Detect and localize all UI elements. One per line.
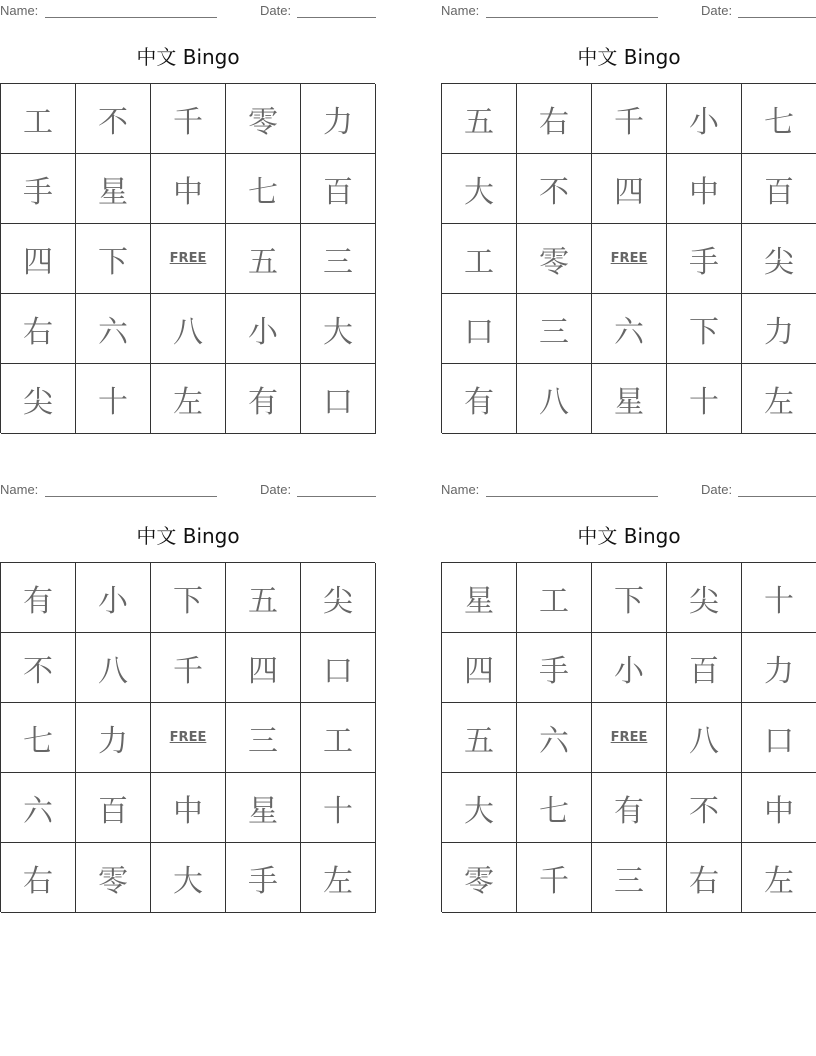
bingo-cell[interactable]: 四 [442, 633, 517, 703]
bingo-cell[interactable]: 手 [1, 154, 76, 224]
bingo-cell[interactable]: 七 [226, 154, 301, 224]
bingo-cell[interactable]: 大 [442, 773, 517, 843]
card-title: 中文 Bingo [136, 524, 240, 548]
bingo-cell[interactable]: 八 [76, 633, 151, 703]
bingo-cell[interactable]: 三 [592, 843, 667, 913]
bingo-cell[interactable]: 力 [742, 633, 816, 703]
bingo-cell[interactable]: 尖 [301, 563, 376, 633]
bingo-cell[interactable]: 左 [742, 843, 816, 913]
bingo-cell[interactable]: 八 [667, 703, 742, 773]
bingo-cell[interactable]: 六 [76, 294, 151, 364]
bingo-cell[interactable]: 十 [667, 364, 742, 434]
bingo-cell[interactable]: 六 [592, 294, 667, 364]
bingo-cell[interactable]: 不 [667, 773, 742, 843]
bingo-cell[interactable]: 七 [1, 703, 76, 773]
bingo-cell[interactable]: 六 [1, 773, 76, 843]
date-label: Date: [701, 3, 733, 18]
bingo-cell[interactable]: 小 [667, 84, 742, 154]
bingo-cell[interactable]: 有 [592, 773, 667, 843]
bingo-card-3 [0, 479, 376, 915]
bingo-cell[interactable]: 百 [667, 633, 742, 703]
bingo-cell[interactable]: 力 [742, 294, 816, 364]
bingo-cell[interactable]: 四 [226, 633, 301, 703]
bingo-cell[interactable]: 右 [1, 843, 76, 913]
bingo-cell[interactable]: 五 [442, 84, 517, 154]
date-field[interactable] [297, 496, 376, 497]
bingo-cell[interactable]: 百 [301, 154, 376, 224]
card-header [441, 0, 816, 22]
bingo-cell[interactable]: 四 [1, 224, 76, 294]
bingo-cell[interactable]: 五 [226, 224, 301, 294]
bingo-card-1 [0, 0, 376, 436]
card-header [0, 0, 376, 22]
bingo-cell[interactable]: 下 [592, 563, 667, 633]
bingo-cell[interactable]: 不 [76, 84, 151, 154]
name-label: Name: [441, 482, 480, 497]
bingo-cell[interactable]: 三 [517, 294, 592, 364]
card-header [0, 479, 376, 501]
bingo-cell[interactable]: 八 [151, 294, 226, 364]
bingo-cell[interactable]: 下 [76, 224, 151, 294]
bingo-cell[interactable]: 有 [226, 364, 301, 434]
bingo-cell[interactable]: 右 [517, 84, 592, 154]
bingo-cell[interactable]: 中 [742, 773, 816, 843]
bingo-cell[interactable]: 手 [517, 633, 592, 703]
date-label: Date: [701, 482, 733, 497]
bingo-cell[interactable]: 十 [76, 364, 151, 434]
bingo-cell[interactable]: 七 [517, 773, 592, 843]
bingo-cell[interactable]: 大 [151, 843, 226, 913]
bingo-cell[interactable]: 口 [301, 364, 376, 434]
bingo-cell[interactable]: 零 [76, 843, 151, 913]
bingo-cell[interactable]: 力 [76, 703, 151, 773]
bingo-cell[interactable]: 力 [301, 84, 376, 154]
bingo-cell[interactable]: 千 [517, 843, 592, 913]
name-field[interactable] [486, 17, 658, 18]
free-space-cell[interactable]: FREE [592, 224, 667, 294]
bingo-cell[interactable]: 工 [301, 703, 376, 773]
bingo-cell[interactable]: 大 [301, 294, 376, 364]
bingo-cell[interactable]: 四 [592, 154, 667, 224]
date-label: Date: [260, 482, 292, 497]
bingo-cell[interactable]: 星 [76, 154, 151, 224]
name-label: Name: [0, 482, 39, 497]
bingo-cell[interactable]: 口 [442, 294, 517, 364]
bingo-cell[interactable]: 尖 [1, 364, 76, 434]
bingo-cell[interactable]: 星 [226, 773, 301, 843]
bingo-cell[interactable]: 左 [151, 364, 226, 434]
bingo-cell[interactable]: 工 [517, 563, 592, 633]
bingo-cell[interactable]: 有 [1, 563, 76, 633]
bingo-cell[interactable]: 左 [742, 364, 816, 434]
bingo-grid [441, 83, 816, 433]
bingo-cell[interactable]: 小 [76, 563, 151, 633]
date-field[interactable] [738, 17, 816, 18]
bingo-cell[interactable]: 小 [226, 294, 301, 364]
bingo-cell[interactable]: 五 [226, 563, 301, 633]
bingo-cell[interactable]: 千 [151, 84, 226, 154]
name-field[interactable] [486, 496, 658, 497]
bingo-cell[interactable]: 手 [667, 224, 742, 294]
name-label: Name: [0, 3, 39, 18]
free-space-cell[interactable]: FREE [151, 703, 226, 773]
bingo-cell[interactable]: 八 [517, 364, 592, 434]
bingo-cell[interactable]: 千 [151, 633, 226, 703]
name-field[interactable] [45, 17, 217, 18]
bingo-cell[interactable]: 不 [517, 154, 592, 224]
bingo-cell[interactable]: 左 [301, 843, 376, 913]
bingo-cell[interactable]: 千 [592, 84, 667, 154]
bingo-cell[interactable]: 有 [442, 364, 517, 434]
bingo-cell[interactable]: 尖 [667, 563, 742, 633]
bingo-cell[interactable]: 百 [76, 773, 151, 843]
card-title: 中文 Bingo [136, 45, 240, 69]
bingo-cell[interactable]: 工 [442, 224, 517, 294]
bingo-cell[interactable]: 口 [301, 633, 376, 703]
bingo-cell[interactable]: 零 [442, 843, 517, 913]
bingo-cell[interactable]: 下 [667, 294, 742, 364]
bingo-cell[interactable]: 中 [667, 154, 742, 224]
bingo-cell[interactable]: 不 [1, 633, 76, 703]
bingo-cell[interactable]: 零 [517, 224, 592, 294]
bingo-cell[interactable]: 尖 [742, 224, 816, 294]
bingo-cell[interactable]: 三 [226, 703, 301, 773]
bingo-cell[interactable]: 五 [442, 703, 517, 773]
bingo-grid [441, 562, 816, 912]
bingo-cell[interactable]: 小 [592, 633, 667, 703]
bingo-cell[interactable]: 右 [1, 294, 76, 364]
bingo-card-2 [441, 0, 816, 436]
bingo-cell[interactable]: 下 [151, 563, 226, 633]
bingo-grid [0, 83, 375, 433]
bingo-cell[interactable]: 七 [742, 84, 816, 154]
bingo-cell[interactable]: 零 [226, 84, 301, 154]
card-title: 中文 Bingo [577, 524, 681, 548]
bingo-cell[interactable]: 口 [742, 703, 816, 773]
bingo-cell[interactable]: 手 [226, 843, 301, 913]
name-label: Name: [441, 3, 480, 18]
free-space-cell[interactable]: FREE [592, 703, 667, 773]
card-header [441, 479, 816, 501]
bingo-cell[interactable]: 大 [442, 154, 517, 224]
bingo-cell[interactable]: 三 [301, 224, 376, 294]
bingo-cell[interactable]: 右 [667, 843, 742, 913]
date-field[interactable] [297, 17, 376, 18]
bingo-cell[interactable]: 中 [151, 154, 226, 224]
bingo-cell[interactable]: 星 [592, 364, 667, 434]
bingo-cell[interactable]: 中 [151, 773, 226, 843]
bingo-card-4 [441, 479, 816, 915]
bingo-cell[interactable]: 星 [442, 563, 517, 633]
bingo-grid [0, 562, 375, 912]
bingo-cell[interactable]: 六 [517, 703, 592, 773]
bingo-cell[interactable]: 百 [742, 154, 816, 224]
date-label: Date: [260, 3, 292, 18]
bingo-cell[interactable]: 十 [301, 773, 376, 843]
name-field[interactable] [45, 496, 217, 497]
bingo-cell[interactable]: 工 [1, 84, 76, 154]
date-field[interactable] [738, 496, 816, 497]
free-space-cell[interactable]: FREE [151, 224, 226, 294]
card-title: 中文 Bingo [577, 45, 681, 69]
bingo-cell[interactable]: 十 [742, 563, 816, 633]
